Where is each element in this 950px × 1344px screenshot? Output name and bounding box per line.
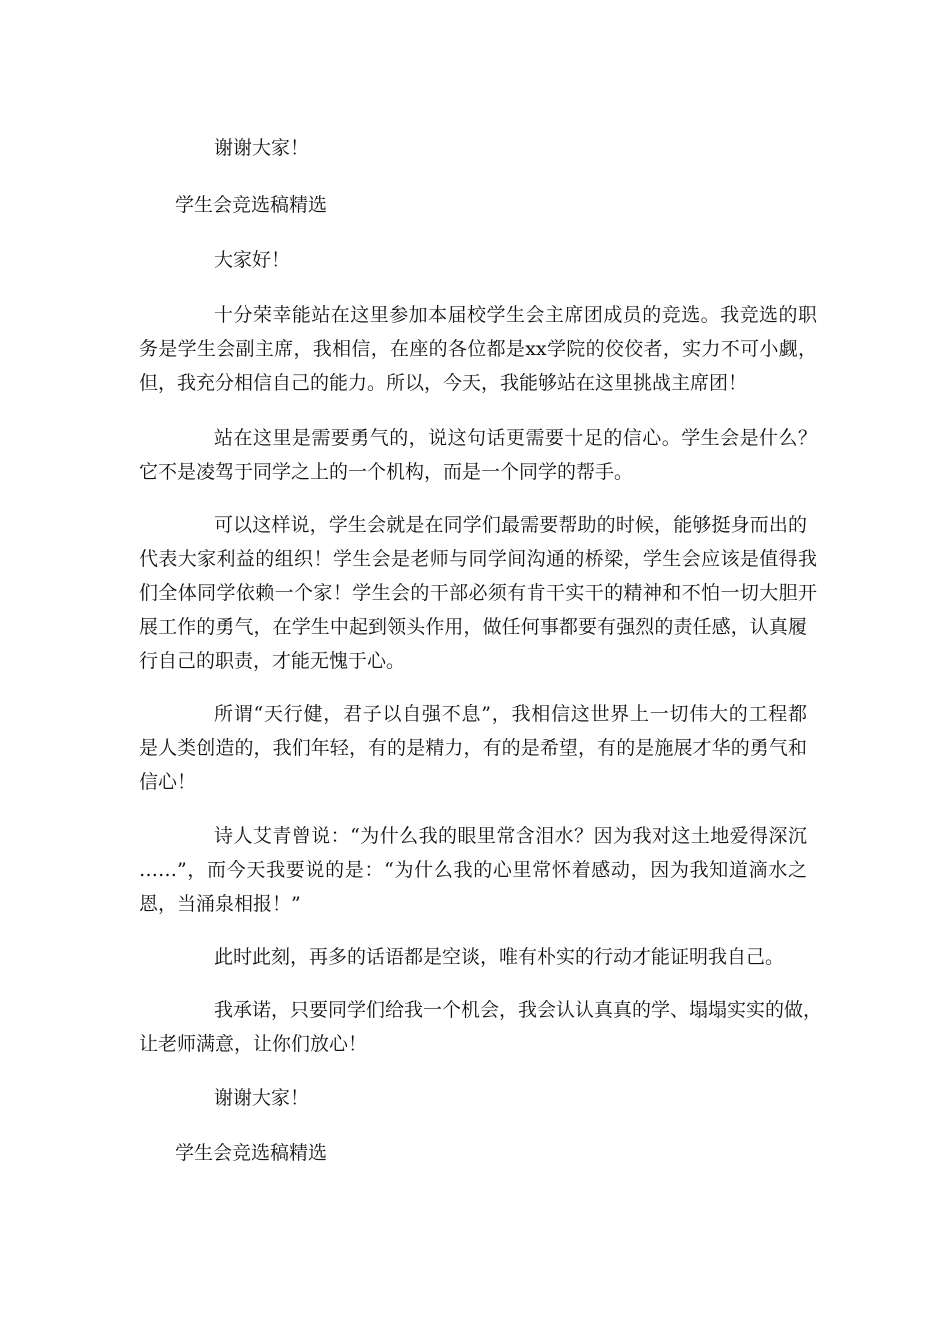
- paragraph-line: 们全体同学依赖一个家！学生会的干部必须有肯干实干的精神和不怕一切大胆开: [139, 582, 817, 604]
- paragraph-line: 此时此刻，再多的话语都是空谈，唯有朴实的行动才能证明我自己。: [214, 946, 785, 968]
- paragraph-line: 诗人艾青曾说：“为什么我的眼里常含泪水？因为我对这土地爱得深沉: [214, 825, 807, 847]
- paragraph-line: 但，我充分相信自己的能力。所以，今天，我能够站在这里挑战主席团！: [139, 372, 748, 394]
- paragraph-line: 所谓“天行健，君子以自强不息”，我相信这世界上一切伟大的工程都: [214, 703, 807, 725]
- paragraph-line: 它不是凌驾于同学之上的一个机构，而是一个同学的帮手。: [139, 461, 634, 483]
- greeting: 大家好！: [214, 249, 291, 271]
- paragraph-line: 行自己的职责，才能无愧于心。: [139, 650, 406, 672]
- paragraph-line: 十分荣幸能站在这里参加本届校学生会主席团成员的竞选。我竞选的职: [214, 304, 817, 326]
- paragraph-line: 务是学生会副主席，我相信，在座的各位都是xx学院的佼佼者，实力不可小觑，: [139, 338, 817, 360]
- closing-thanks: 谢谢大家！: [214, 1087, 310, 1109]
- paragraph-line: 展工作的勇气，在学生中起到领头作用，做任何事都要有强烈的责任感，认真履: [139, 616, 807, 638]
- paragraph-line: 可以这样说，学生会就是在同学们最需要帮助的时候，能够挺身而出的: [214, 514, 807, 536]
- paragraph-line: 让老师满意，让你们放心！: [139, 1033, 368, 1055]
- paragraph-line: 是人类创造的，我们年轻，有的是精力，有的是希望，有的是施展才华的勇气和: [139, 737, 807, 759]
- paragraph-line: 我承诺，只要同学们给我一个机会，我会认认真真的学、塌塌实实的做，: [214, 999, 823, 1021]
- paragraph-line: 恩，当涌泉相报！”: [139, 893, 301, 915]
- paragraph-line: ……”，而今天我要说的是：“为什么我的心里常怀着感动，因为我知道滴水之: [139, 859, 807, 881]
- paragraph-line: 站在这里是需要勇气的，说这句话更需要十足的信心。学生会是什么？: [214, 427, 817, 449]
- paragraph-line: 代表大家利益的组织！学生会是老师与同学间沟通的桥梁，学生会应该是值得我: [139, 548, 817, 570]
- paragraph-line: 信心！: [139, 771, 197, 793]
- closing-thanks: 谢谢大家！: [214, 137, 310, 159]
- section-title: 学生会竞选稿精选: [175, 194, 328, 216]
- section-title: 学生会竞选稿精选: [175, 1142, 328, 1164]
